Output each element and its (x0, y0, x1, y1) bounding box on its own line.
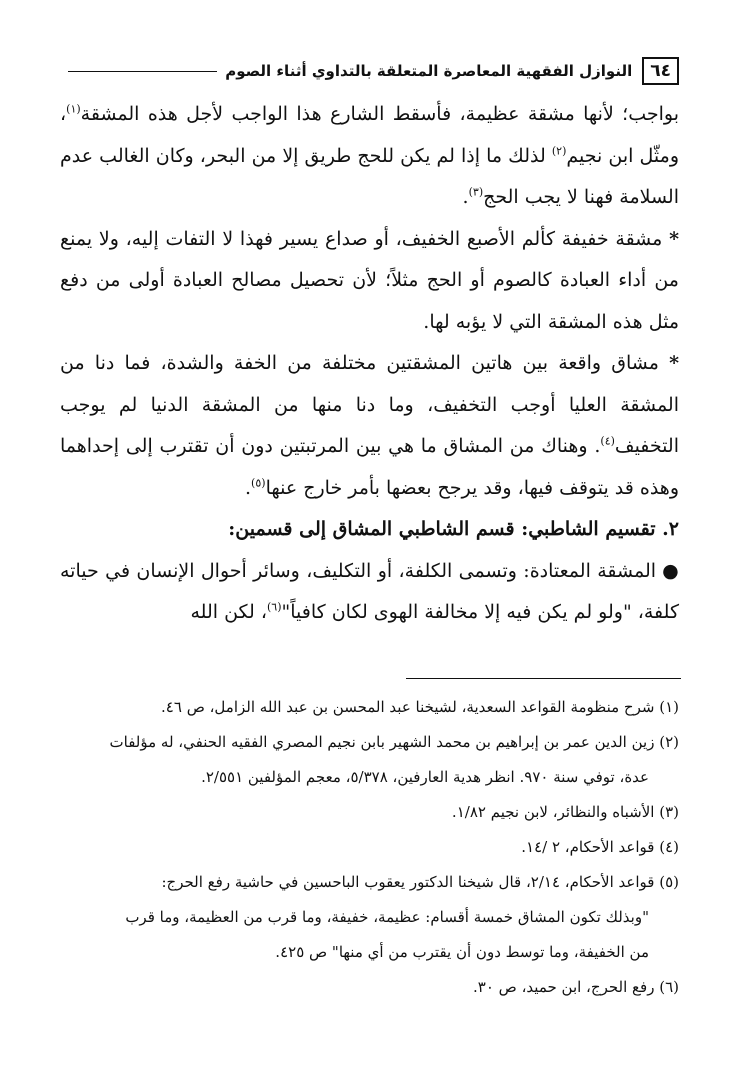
p3-text-a: مشاق واقعة بين هاتين المشقتين مختلفة من الخفة والشدة، فما دنا من المشقة العليا أوجب التخفيف، وما دنا منها من المشقة الدنيا لم يوجب التخفيف (60, 352, 679, 457)
main-text (60, 94, 679, 634)
footnote-4: (٤) قواعد الأحكام، ٢ /١٤. (521, 838, 679, 856)
footnote-ref-6[interactable]: (٦) (267, 600, 282, 614)
footnote-2-continuation: عدة، توفي سنة ٩٧٠. انظر هدية العارفين، ٥/٣٧٨، معجم المؤلفين ٢/٥٥١. (201, 768, 649, 786)
running-title: النوازل الفقهية المعاصرة المتعلقة بالتداوي أثناء الصوم (225, 62, 633, 80)
footnote-5-continuation-2: من الخفيفة، وما توسط دون أن يقترب من أي منها" ص ٤٢٥. (275, 943, 649, 961)
footnote-ref-2[interactable]: (٢) (551, 144, 567, 158)
paragraph-2 (60, 219, 679, 344)
paragraph-5 (60, 551, 679, 634)
paragraph-1 (60, 94, 679, 219)
footnotes (60, 690, 679, 1005)
running-header (60, 56, 679, 86)
footnote-2: (٢) زين الدين عمر بن إبراهيم بن محمد الشهير بابن نجيم المصري الفقيه الحنفي، له مؤلفات (109, 733, 679, 751)
footnote-3: (٣) الأشباه والنظائر، لابن نجيم ١/٨٢. (451, 803, 679, 821)
section-heading: ٢. تقسيم الشاطبي: قسم الشاطبي المشاق إلى قسمين: (228, 518, 679, 540)
header-rule (68, 71, 217, 72)
footnote-6: (٦) رفع الحرج، ابن حميد، ص ٣٠. (473, 978, 679, 996)
dot-bullet: ● (662, 559, 679, 582)
page (60, 56, 679, 634)
footnote-5-continuation-1: "وبذلك تكون المشاق خمسة أقسام: عظيمة، خفيفة، وما قرب من العظيمة، وما قرب (125, 908, 649, 926)
paragraph-3 (60, 343, 679, 509)
footnote-ref-5[interactable]: (٥) (251, 476, 266, 490)
p3-text-b: . وهناك من المشاق ما هي بين المرتبتين دون أن تقترب إلى إحداهما وهذه قد يتوقف فيها، وقد يرجح بعضها بأمر خارج عنها (60, 435, 679, 499)
p2-text: مشقة خفيفة كألم الأصبع الخفيف، أو صداع يسير فهذا لا التفات إليه، ولا يمنع من أداء العبادة كالصوم أو الحج مثلاً؛ لأن تحصيل مصالح العبادة أولى من دفع مثل هذه المشقة التي لا يؤبه لها. (60, 227, 679, 333)
p1-text-c: لذلك ما إذا لم يكن للحج طريق إلا من البحر، وكان الغالب عدم السلامة فهنا لا يجب الحج (60, 144, 679, 208)
footnote-5: (٥) قواعد الأحكام، ٢/١٤، قال شيخنا الدكتور يعقوب الباحسين في حاشية رفع الحرج: (161, 873, 679, 891)
footnote-ref-3[interactable]: (٣) (468, 185, 484, 199)
star-bullet: * (669, 227, 679, 250)
p5-text-b: ، لكن الله (190, 601, 267, 623)
footnote-1: (١) شرح منظومة القواعد السعدية، لشيخنا عبد المحسن بن عبد الله الزامل، ص ٤٦. (161, 698, 679, 716)
p1-text-a: بواجب؛ لأنها مشقة عظيمة، فأسقط الشارع هذا الواجب لأجل هذه المشقة (80, 103, 679, 125)
footnote-separator (406, 678, 681, 679)
page-number: ٦٤ (642, 57, 679, 85)
footnote-ref-1[interactable]: (١) (66, 102, 81, 116)
star-bullet: * (669, 352, 679, 374)
footnote-ref-4[interactable]: (٤) (600, 434, 615, 448)
p5-text-a: المشقة المعتادة: وتسمى الكلفة، أو التكليف، وسائر أحوال الإنسان في حياته كلفة، "ولو لم يكن فيه إلا مخالفة الهوى لكان كافياً" (60, 559, 679, 623)
p1-text-b: ، ومثّل ابن نجيم (60, 103, 679, 167)
p3-text-c: . (245, 476, 252, 499)
p1-text-d: . (462, 186, 469, 208)
